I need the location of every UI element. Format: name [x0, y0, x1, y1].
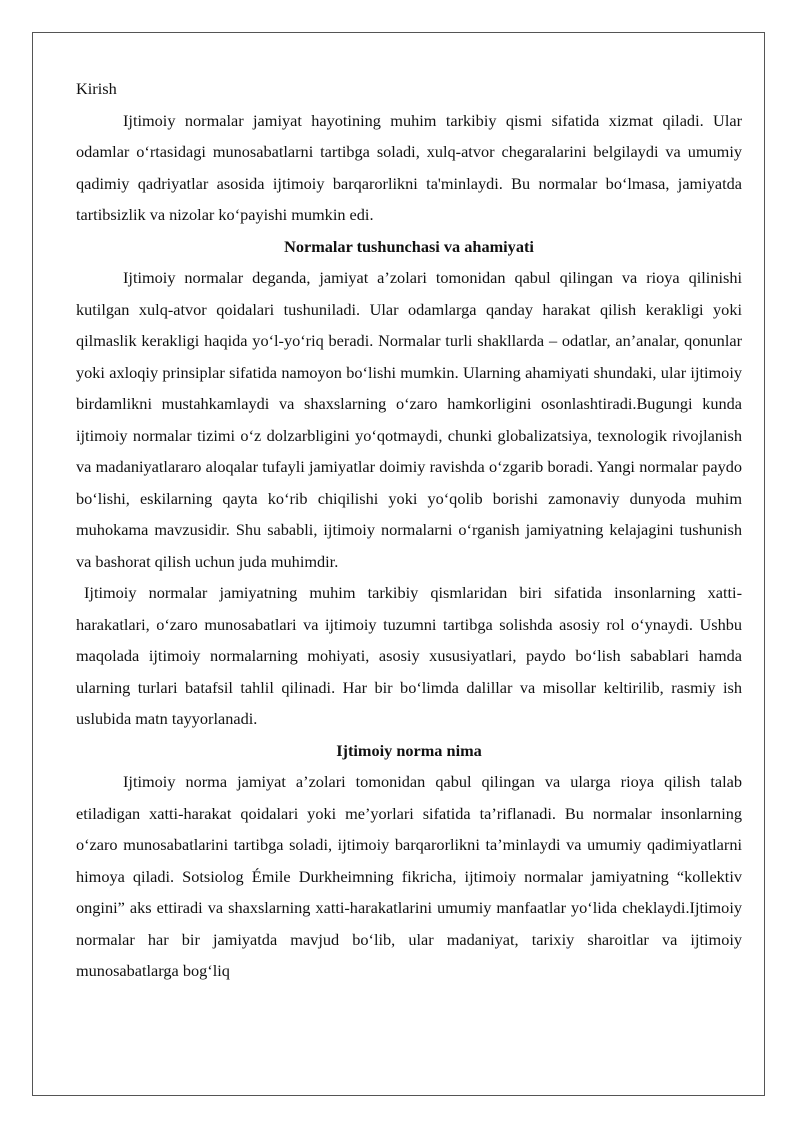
section1-paragraph-1: Ijtimoiy normalar deganda, jamiyat a’zolari tomonidan qabul qilingan va rioya qilinishi kutilgan xulq-atvor qoidalari tushuniladi. Ular odamlarga qanday harakat qilish kerakligi yoki qilmaslik kerakligi haqida yo‘l-yo‘riq beradi. Normalar turli shakllarda – odatlar, an’analar, qonunlar yoki axloqiy prinsiplar sifatida namoyon bo‘lishi mumkin. Ularning ahamiyati shundaki, ular ijtimoiy birdamlikni mustahkamlaydi va shaxslarning o‘zaro hamkorligini osonlashtiradi.Bugungi kunda ijtimoiy normalar tizimi o‘z dolzarbligini yo‘qotmaydi, chunki globalizatsiya, texnologik rivojlanish va madaniyatlararo aloqalar tufayli jamiyatlar doimiy ravishda o‘zgarib boradi. Yangi normalar paydo bo‘lishi, eskilarning qayta ko‘rib chiqilishi yoki yo‘qolib borishi zamonaviy dunyoda muhim muhokama mavzusidir. Shu sababli, ijtimoiy normalarni o‘rganish jamiyatning kelajagini tushunish va bashorat qilish uchun juda muhimdir. — [76, 268, 742, 571]
intro-heading: Kirish — [76, 79, 117, 98]
intro-paragraph: Ijtimoiy normalar jamiyat hayotining muhim tarkibiy qismi sifatida xizmat qiladi. Ular odamlar o‘rtasidagi munosabatlarni tartibga soladi, xulq-atvor chegaralarini belgilaydi va umumiy qadimiy qadriyatlar asosida ijtimoiy barqarorlikni ta'minlaydi. Bu normalar bo‘lmasa, jamiyatda tartibsizlik va nizolar ko‘payishi mumkin edi. — [76, 110, 742, 224]
section1-paragraph-2: Ijtimoiy normalar jamiyatning muhim tarkibiy qismlaridan biri sifatida insonlarning xatti-harakatlari, o‘zaro munosabatlari va ijtimoiy tuzumni tartibga solishda asosiy rol o‘ynaydi. Ushbu maqolada ijtimoiy normalarning mohiyati, asosiy xususiyatlari, paydo bo‘lish sabablari hamda ularning turlari batafsil tahlil qilinadi. Har bir bo‘limda dalillar va misollar keltirilib, rasmiy ish uslubida matn tayyorlanadi. — [76, 583, 742, 728]
section-title-norma-nima: Ijtimoiy norma nima — [336, 740, 482, 760]
section-title-normalar: Normalar tushunchasi va ahamiyati — [284, 236, 534, 256]
document-body — [76, 73, 742, 987]
section2-paragraph-1: Ijtimoiy norma jamiyat a’zolari tomonidan qabul qilingan va ularga rioya qilish talab etiladigan xatti-harakat qoidalari yoki me’yorlari sifatida ta’riflanadi. Bu normalar insonlarning o‘zaro munosabatlarini tartibga soladi, ijtimoiy barqarorlikni ta’minlaydi va umumiy qadimiyatlarni himoya qiladi. Sotsiolog Émile Durkheimning fikricha, ijtimoiy normalar jamiyatning “kollektiv ongini” aks ettiradi va shaxslarning xatti-harakatlarini umumiy manfaatlar yo‘lida cheklaydi.Ijtimoiy normalar har bir jamiyatda mavjud bo‘lib, ular madaniyat, tarixiy sharoitlar va ijtimoiy munosabatlarga bog‘liq — [76, 772, 742, 980]
